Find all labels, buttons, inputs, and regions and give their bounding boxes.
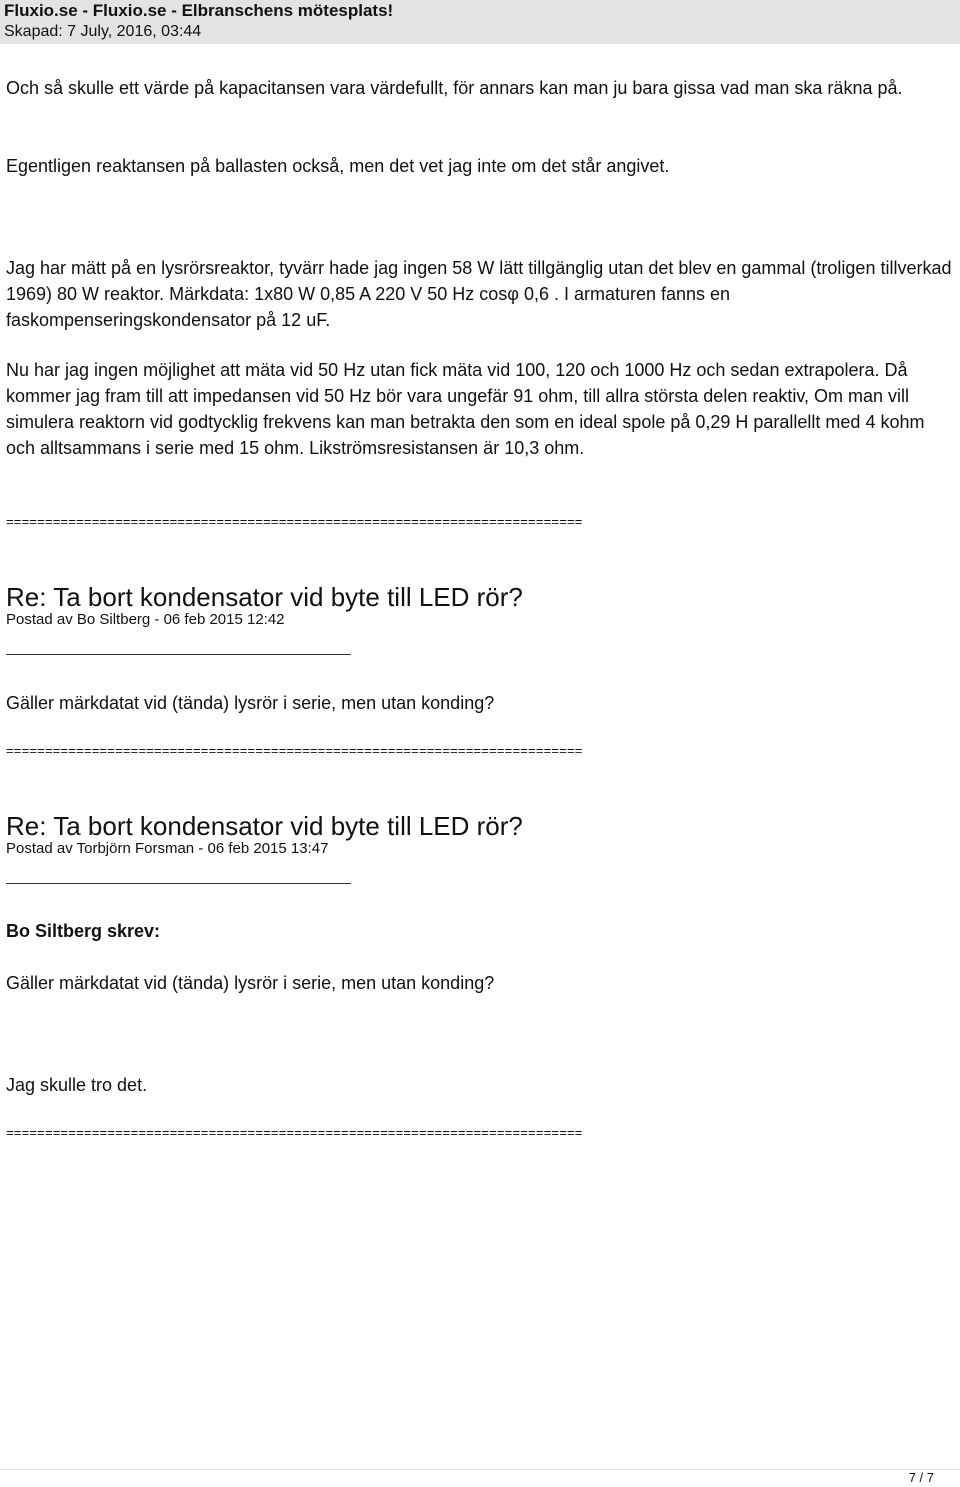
post-reply: Jag skulle tro det. xyxy=(6,1075,148,1095)
page-number: 7 / 7 xyxy=(908,1470,934,1485)
paragraph-extrapolation: Nu har jag ingen möjlighet att mäta vid 50 Hz utan fick mäta vid 100, 120 och 1000 Hz och sedan extrapolera. Då kommer jag fram till att impedansen vid 50 Hz bör vara ungefär 91 ohm, till allra största delen reaktiv, Om man vill simulera reaktorn vid godtycklig frekvens kan man betrakta den som en ideal spole på 0,29 H parallellt med 4 kohm och alltsammans i serie med 15 ohm. Likströmsresistansen är 10,3 ohm. xyxy=(6,360,925,458)
footer-divider xyxy=(0,1469,960,1470)
quote-author: Bo Siltberg skrev: xyxy=(6,921,161,941)
post-meta: Postad av Torbjörn Forsman - 06 feb 2015 13:47 xyxy=(6,840,329,857)
post-body: Gäller märkdatat vid (tända) lysrör i serie, men utan konding? xyxy=(6,693,495,713)
post-meta: Postad av Bo Siltberg - 06 feb 2015 12:42 xyxy=(6,611,285,628)
paragraph-capacitance: Och så skulle ett värde på kapacitansen vara värdefullt, för annars kan man ju bara gissa vad man ska räkna på. xyxy=(6,78,903,98)
signature-rule xyxy=(6,883,351,884)
quote-body: Gäller märkdatat vid (tända) lysrör i serie, men utan konding? xyxy=(6,973,495,993)
paragraph-reactance: Egentligen reaktansen på ballasten också, men det vet jag inte om det står angivet. xyxy=(6,156,670,176)
signature-rule xyxy=(6,654,351,655)
page-header xyxy=(0,0,960,44)
post-title: Re: Ta bort kondensator vid byte till LED rör? xyxy=(6,582,523,612)
created-date: Skapad: 7 July, 2016, 03:44 xyxy=(4,23,202,40)
site-title: Fluxio.se - Fluxio.se - Elbranschens mötesplats! xyxy=(4,1,394,20)
separator-line: ========================================================================== xyxy=(6,1125,583,1140)
separator-line: ========================================================================== xyxy=(6,743,583,758)
post-title: Re: Ta bort kondensator vid byte till LED rör? xyxy=(6,811,523,841)
separator-line: ========================================================================== xyxy=(6,514,583,529)
paragraph-measurement: Jag har mätt på en lysrörsreaktor, tyvärr hade jag ingen 58 W lätt tillgänglig utan det blev en gammal (troligen tillverkad 1969) 80 W reaktor. Märkdata: 1x80 W 0,85 A 220 V 50 Hz cosφ 0,6 . I armaturen fanns en faskompenseringskondensator på 12 uF. xyxy=(6,258,952,330)
